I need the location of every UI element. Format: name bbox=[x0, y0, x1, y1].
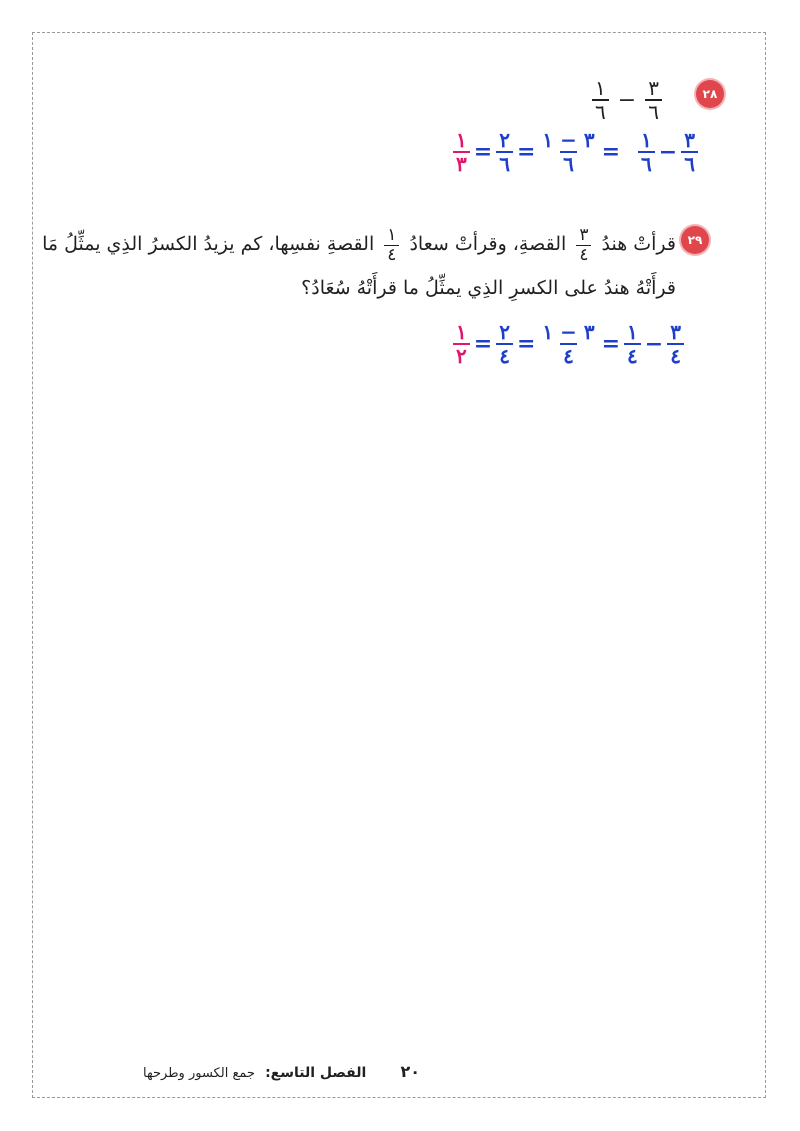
fraction-denominator: ٣ bbox=[453, 151, 470, 174]
fraction-numerator: ٣ bbox=[648, 76, 659, 100]
fraction-denominator: ٦ bbox=[560, 151, 577, 174]
page-border bbox=[32, 32, 766, 1098]
fraction-numerator: ١ bbox=[387, 224, 397, 245]
minus-sign: − bbox=[617, 87, 637, 113]
q29-combined-fraction bbox=[539, 322, 597, 366]
q28-solution-fraction-a bbox=[681, 130, 698, 174]
q28-result-fraction bbox=[453, 130, 470, 174]
q29-solution-fraction-a bbox=[667, 322, 684, 366]
fraction-denominator: ٤ bbox=[496, 343, 513, 366]
question-28-expression bbox=[589, 78, 665, 122]
minus-sign: − bbox=[644, 331, 664, 357]
question-28-solution bbox=[450, 130, 701, 174]
fraction-numerator: ١ bbox=[627, 320, 638, 344]
fraction-numerator: ٢ bbox=[499, 320, 510, 344]
fraction-denominator: ٦ bbox=[681, 151, 698, 174]
fraction-denominator: ٤ bbox=[667, 343, 684, 366]
equals-sign: = bbox=[601, 331, 620, 357]
fraction-denominator: ٦ bbox=[638, 151, 655, 174]
fraction-denominator: ٦ bbox=[592, 99, 609, 122]
q29-result-fraction bbox=[453, 322, 470, 366]
equals-sign: = bbox=[516, 331, 536, 357]
q28-fraction-b bbox=[592, 78, 609, 122]
equals-sign: = bbox=[473, 331, 493, 357]
equals-sign: = bbox=[601, 139, 620, 165]
fraction-numerator: ١ bbox=[641, 128, 652, 152]
q29-solution-fraction-b bbox=[624, 322, 641, 366]
q28-step-fraction bbox=[496, 130, 513, 174]
chapter-topic: جمع الكسور وطرحها bbox=[143, 1066, 255, 1081]
question-28-number: ٢٨ bbox=[702, 87, 718, 101]
page-number: ٢٠ bbox=[400, 1062, 420, 1081]
equals-sign: = bbox=[516, 139, 536, 165]
question-text-segment: القصةِ، وقرأتْ سعادُ bbox=[409, 233, 567, 255]
fraction-numerator: ١ bbox=[456, 320, 467, 344]
fraction-denominator: ٤ bbox=[384, 245, 399, 264]
q29-inline-fraction-hind bbox=[576, 224, 591, 265]
fraction-numerator: ٣ bbox=[684, 128, 695, 152]
question-29-number: ٢٩ bbox=[687, 233, 703, 247]
q29-inline-fraction-suad bbox=[384, 224, 399, 265]
fraction-denominator: ٦ bbox=[645, 99, 662, 122]
page-footer bbox=[40, 1062, 420, 1081]
q28-combined-fraction bbox=[539, 130, 597, 174]
fraction-denominator: ٤ bbox=[576, 245, 591, 264]
q29-step-fraction bbox=[496, 322, 513, 366]
minus-sign: − bbox=[658, 139, 678, 165]
question-29-text bbox=[40, 222, 676, 310]
fraction-denominator: ٢ bbox=[453, 343, 470, 366]
question-29-badge bbox=[681, 226, 709, 254]
fraction-denominator: ٤ bbox=[624, 343, 641, 366]
fraction-numerator: ٣ − ١ bbox=[542, 128, 595, 152]
fraction-numerator: ٢ bbox=[499, 128, 510, 152]
question-text-segment: القصةِ نفسِها، كم يزيدُ الكسرُ الذِي يمثِّلُ مَا قرأَتْهُ هندُ على الكسرِ الذِي يمثِّلُ ما قرأَتْهُ سُعَادُ؟ bbox=[42, 233, 676, 299]
fraction-numerator: ١ bbox=[456, 128, 467, 152]
fraction-numerator: ٣ bbox=[579, 224, 589, 245]
equals-sign: = bbox=[473, 139, 493, 165]
fraction-numerator: ٣ − ١ bbox=[542, 320, 595, 344]
question-text-segment: قرأتْ هندُ bbox=[601, 233, 676, 255]
fraction-denominator: ٦ bbox=[496, 151, 513, 174]
fraction-numerator: ١ bbox=[595, 76, 606, 100]
question-29-solution bbox=[450, 322, 687, 366]
chapter-label: الفصل التاسع: bbox=[265, 1065, 367, 1081]
q28-solution-fraction-b bbox=[638, 130, 655, 174]
question-28-badge bbox=[696, 80, 724, 108]
q28-fraction-a bbox=[645, 78, 662, 122]
fraction-numerator: ٣ bbox=[670, 320, 681, 344]
fraction-denominator: ٤ bbox=[560, 343, 577, 366]
